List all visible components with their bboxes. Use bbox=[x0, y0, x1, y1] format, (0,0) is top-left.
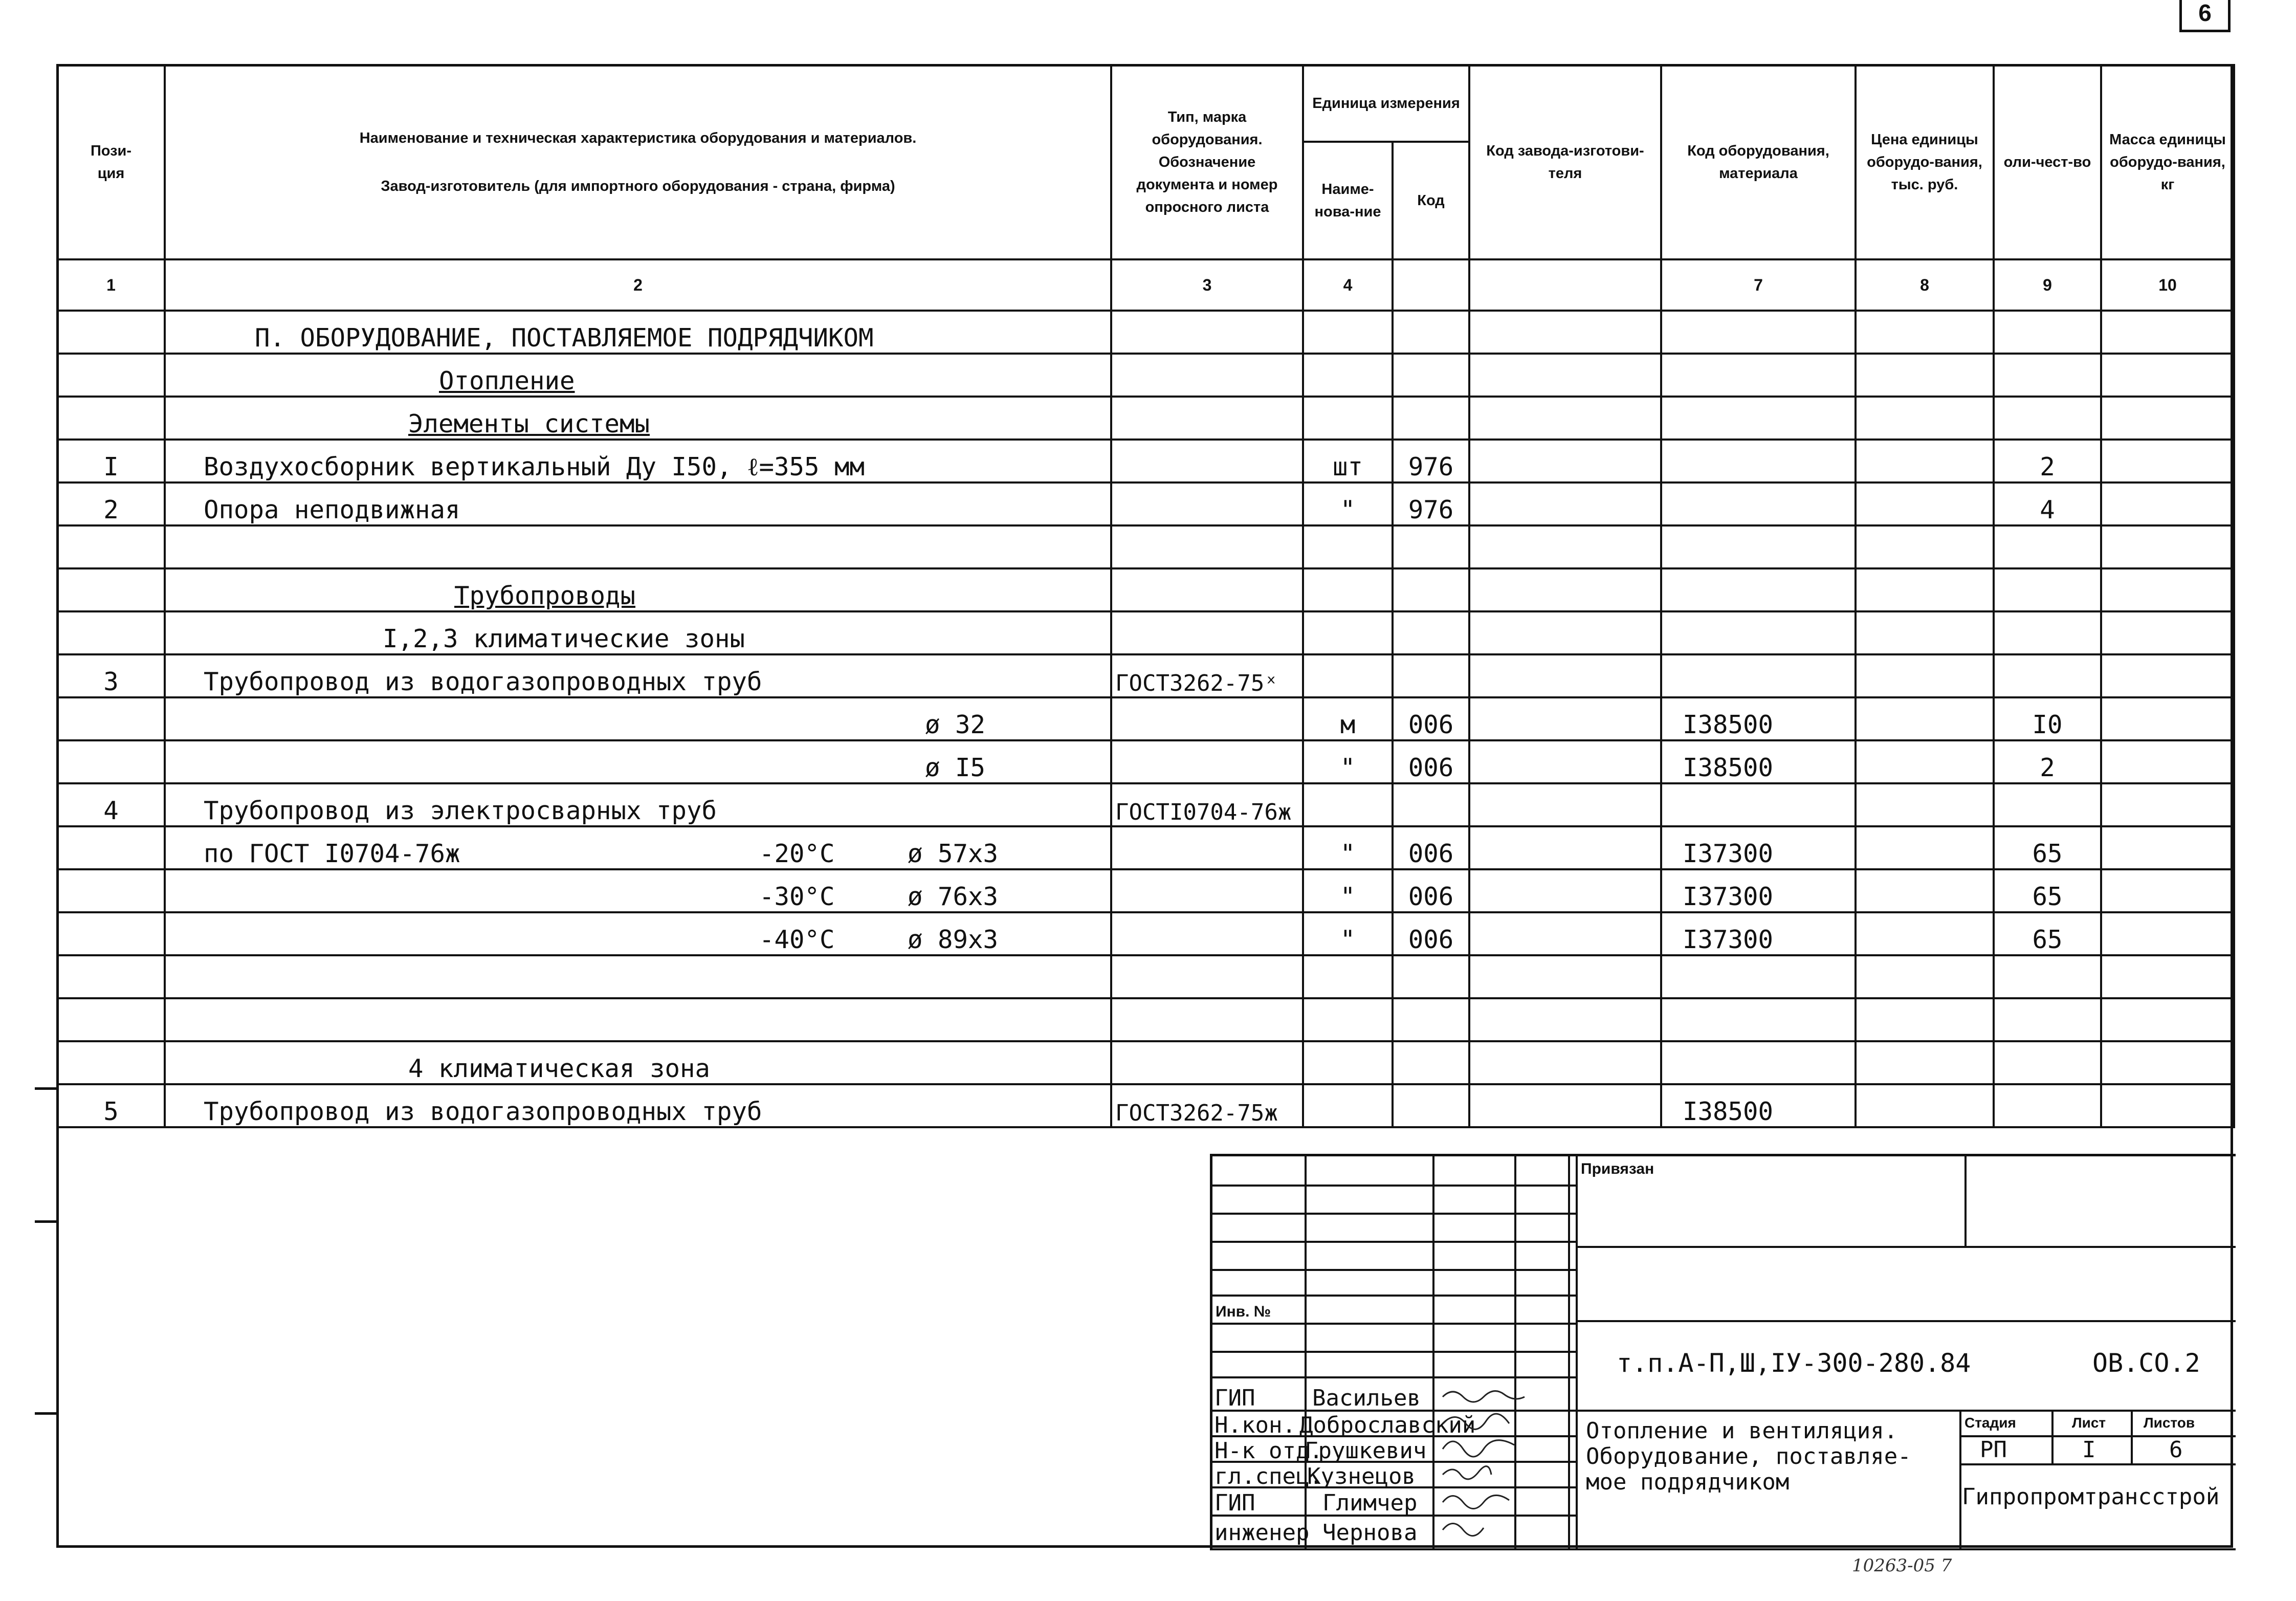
row-unit: " bbox=[1303, 483, 1393, 525]
table-row bbox=[57, 912, 2234, 955]
specification-table bbox=[56, 64, 2235, 1128]
row-mass bbox=[2101, 483, 2234, 525]
row-quantity: 65 bbox=[1994, 869, 2101, 912]
row-type bbox=[1111, 311, 1303, 354]
header-name-line1: Наименование и техническая характеристика оборудования и материалов. bbox=[359, 130, 917, 146]
row-position bbox=[57, 354, 165, 397]
row-type: ГОСТ3262-75ˣ bbox=[1111, 654, 1303, 697]
row-material-code bbox=[1661, 483, 1856, 525]
inventory-label: Инв. № bbox=[1216, 1303, 1271, 1320]
row-position bbox=[57, 869, 165, 912]
header-position: Пози- ция bbox=[57, 65, 165, 259]
row-unit bbox=[1303, 654, 1393, 697]
table-row bbox=[57, 783, 2234, 826]
row-mass bbox=[2101, 740, 2234, 783]
row-type bbox=[1111, 826, 1303, 869]
row-type bbox=[1111, 998, 1303, 1041]
col-number: 7 bbox=[1661, 259, 1856, 311]
row-unit bbox=[1303, 568, 1393, 611]
row-temperature: -20°C bbox=[759, 839, 835, 868]
signer-role: Н-к отд. bbox=[1215, 1438, 1323, 1464]
row-name bbox=[165, 1041, 1111, 1084]
row-material-code bbox=[1661, 311, 1856, 354]
row-name bbox=[165, 998, 1111, 1041]
table-row bbox=[57, 611, 2234, 654]
row-factory-code bbox=[1469, 998, 1661, 1041]
row-price bbox=[1856, 869, 1994, 912]
row-price bbox=[1856, 611, 1994, 654]
table-row bbox=[57, 740, 2234, 783]
header-unit-code: Код bbox=[1393, 142, 1469, 259]
row-unit-code: 006 bbox=[1393, 826, 1469, 869]
row-factory-code bbox=[1469, 912, 1661, 955]
organization: Гипропромтрансстрой bbox=[1962, 1484, 2220, 1510]
row-factory-code bbox=[1469, 826, 1661, 869]
row-factory-code bbox=[1469, 483, 1661, 525]
row-unit-code bbox=[1393, 568, 1469, 611]
row-quantity bbox=[1994, 397, 2101, 440]
row-position bbox=[57, 955, 165, 998]
row-unit-code bbox=[1393, 783, 1469, 826]
row-quantity bbox=[1994, 311, 2101, 354]
row-material-code: I37300 bbox=[1661, 912, 1856, 955]
table-row bbox=[57, 869, 2234, 912]
row-unit-code bbox=[1393, 354, 1469, 397]
row-price bbox=[1856, 826, 1994, 869]
row-price bbox=[1856, 311, 1994, 354]
row-material-code bbox=[1661, 354, 1856, 397]
row-unit-code: 976 bbox=[1393, 440, 1469, 483]
row-unit bbox=[1303, 611, 1393, 654]
row-quantity bbox=[1994, 1041, 2101, 1084]
table-row bbox=[57, 483, 2234, 525]
table-row bbox=[57, 354, 2234, 397]
row-material-code bbox=[1661, 525, 1856, 568]
signer-name: Кузнецов bbox=[1307, 1463, 1416, 1489]
row-name bbox=[165, 525, 1111, 568]
row-name bbox=[165, 397, 1111, 440]
row-name-text: Элементы системы bbox=[408, 409, 650, 438]
row-mass bbox=[2101, 1084, 2234, 1127]
signer-name: Доброславский bbox=[1299, 1412, 1476, 1438]
privyazan-label: Привязан bbox=[1581, 1160, 1654, 1177]
signer-role: ГИП bbox=[1215, 1385, 1255, 1411]
row-unit-code: 006 bbox=[1393, 697, 1469, 740]
header-price: Цена единицы оборудо-вания, тыс. руб. bbox=[1856, 65, 1994, 259]
row-position bbox=[57, 397, 165, 440]
row-mass bbox=[2101, 912, 2234, 955]
table-row bbox=[57, 826, 2234, 869]
row-type bbox=[1111, 912, 1303, 955]
row-material-code: I38500 bbox=[1661, 1084, 1856, 1127]
row-unit bbox=[1303, 1084, 1393, 1127]
row-name bbox=[165, 483, 1111, 525]
col-number: 9 bbox=[1994, 259, 2101, 311]
row-mass bbox=[2101, 568, 2234, 611]
row-quantity bbox=[1994, 525, 2101, 568]
margin-tick bbox=[35, 1412, 56, 1415]
row-quantity bbox=[1994, 568, 2101, 611]
row-material-code bbox=[1661, 998, 1856, 1041]
stage-value: РП bbox=[1980, 1437, 2007, 1463]
row-position bbox=[57, 311, 165, 354]
row-unit-code: 976 bbox=[1393, 483, 1469, 525]
row-unit bbox=[1303, 783, 1393, 826]
row-position: 5 bbox=[57, 1084, 165, 1127]
row-position bbox=[57, 826, 165, 869]
row-type bbox=[1111, 869, 1303, 912]
row-quantity bbox=[1994, 354, 2101, 397]
row-unit bbox=[1303, 311, 1393, 354]
row-name bbox=[165, 1084, 1111, 1127]
row-position bbox=[57, 568, 165, 611]
row-position bbox=[57, 912, 165, 955]
row-diameter: ø 76x3 bbox=[908, 882, 999, 911]
row-name bbox=[165, 440, 1111, 483]
row-price bbox=[1856, 697, 1994, 740]
row-unit-code bbox=[1393, 1041, 1469, 1084]
row-price bbox=[1856, 740, 1994, 783]
header-material-code: Код оборудования, материала bbox=[1661, 65, 1856, 259]
row-unit bbox=[1303, 354, 1393, 397]
row-mass bbox=[2101, 783, 2234, 826]
row-name-text: Трубопровод из водогазопроводных труб bbox=[204, 1097, 762, 1126]
row-name-text: Воздухосборник вертикальный Ду I50, ℓ=355 мм bbox=[204, 452, 865, 481]
row-type bbox=[1111, 440, 1303, 483]
row-unit bbox=[1303, 1041, 1393, 1084]
row-position bbox=[57, 611, 165, 654]
table-row bbox=[57, 311, 2234, 354]
row-name-text bbox=[173, 882, 204, 911]
row-material-code: I38500 bbox=[1661, 740, 1856, 783]
row-type bbox=[1111, 955, 1303, 998]
header-mass: Масса единицы оборудо-вания, кг bbox=[2101, 65, 2234, 259]
signer-name: Глимчер bbox=[1322, 1490, 1418, 1516]
row-name bbox=[165, 654, 1111, 697]
row-name-text: Трубопроводы bbox=[454, 581, 636, 610]
row-factory-code bbox=[1469, 311, 1661, 354]
row-mass bbox=[2101, 697, 2234, 740]
header-factory-code: Код завода-изготови-теля bbox=[1469, 65, 1661, 259]
row-unit: м bbox=[1303, 697, 1393, 740]
row-quantity: 65 bbox=[1994, 912, 2101, 955]
row-unit bbox=[1303, 397, 1393, 440]
row-unit bbox=[1303, 998, 1393, 1041]
row-price bbox=[1856, 783, 1994, 826]
header-type: Тип, марка оборудования. Обозначение документа и номер опросного листа bbox=[1111, 65, 1303, 259]
row-name-text: Трубопровод из электросварных труб bbox=[204, 796, 717, 825]
row-name bbox=[165, 311, 1111, 354]
row-quantity bbox=[1994, 998, 2101, 1041]
row-unit-code: 006 bbox=[1393, 869, 1469, 912]
row-position: 3 bbox=[57, 654, 165, 697]
row-name-text bbox=[173, 538, 204, 567]
row-type: ГОСТ3262-75ж bbox=[1111, 1084, 1303, 1127]
document-code: т.п.А-П,Ш,IУ-300-280.84 bbox=[1617, 1348, 1971, 1378]
row-material-code bbox=[1661, 611, 1856, 654]
row-type bbox=[1111, 1041, 1303, 1084]
row-price bbox=[1856, 1084, 1994, 1127]
row-name bbox=[165, 354, 1111, 397]
row-unit bbox=[1303, 955, 1393, 998]
row-quantity bbox=[1994, 1084, 2101, 1127]
row-name-text: 4 климатическая зона bbox=[408, 1054, 711, 1083]
row-price bbox=[1856, 440, 1994, 483]
row-material-code bbox=[1661, 1041, 1856, 1084]
row-mass bbox=[2101, 955, 2234, 998]
row-name-text: по ГОСТ I0704-76ж bbox=[204, 839, 460, 868]
table-row bbox=[57, 1084, 2234, 1127]
col-number: 10 bbox=[2101, 259, 2234, 311]
row-material-code bbox=[1661, 397, 1856, 440]
row-name bbox=[165, 697, 1111, 740]
specification-body bbox=[57, 311, 2234, 1127]
row-unit-code bbox=[1393, 397, 1469, 440]
row-mass bbox=[2101, 1041, 2234, 1084]
row-price bbox=[1856, 1041, 1994, 1084]
sheet-label: Лист bbox=[2072, 1415, 2106, 1431]
row-price bbox=[1856, 568, 1994, 611]
row-material-code bbox=[1661, 955, 1856, 998]
row-material-code bbox=[1661, 568, 1856, 611]
row-mass bbox=[2101, 869, 2234, 912]
row-quantity bbox=[1994, 955, 2101, 998]
row-price bbox=[1856, 955, 1994, 998]
row-name bbox=[165, 568, 1111, 611]
row-quantity bbox=[1994, 611, 2101, 654]
row-quantity: 2 bbox=[1994, 440, 2101, 483]
table-row bbox=[57, 697, 2234, 740]
row-material-code bbox=[1661, 440, 1856, 483]
table-row bbox=[57, 397, 2234, 440]
row-unit-code bbox=[1393, 611, 1469, 654]
row-quantity: 2 bbox=[1994, 740, 2101, 783]
stage-label: Стадия bbox=[1964, 1415, 2016, 1431]
header-quantity: оли-чест-во bbox=[1994, 65, 2101, 259]
row-material-code: I38500 bbox=[1661, 697, 1856, 740]
row-type bbox=[1111, 740, 1303, 783]
row-quantity bbox=[1994, 783, 2101, 826]
signer-role: инженер bbox=[1215, 1520, 1310, 1546]
row-factory-code bbox=[1469, 1084, 1661, 1127]
row-name bbox=[165, 912, 1111, 955]
row-name-text bbox=[173, 968, 204, 997]
table-row bbox=[57, 998, 2234, 1041]
col-number: 4 bbox=[1303, 259, 1393, 311]
row-factory-code bbox=[1469, 354, 1661, 397]
row-name-text bbox=[173, 925, 204, 954]
table-row bbox=[57, 568, 2234, 611]
row-name-text: Трубопровод из водогазопроводных труб bbox=[204, 667, 762, 696]
row-price bbox=[1856, 483, 1994, 525]
row-factory-code bbox=[1469, 611, 1661, 654]
row-unit-code: 006 bbox=[1393, 912, 1469, 955]
row-position: 2 bbox=[57, 483, 165, 525]
row-material-code bbox=[1661, 654, 1856, 697]
row-factory-code bbox=[1469, 440, 1661, 483]
col-number: 8 bbox=[1856, 259, 1994, 311]
row-unit: " bbox=[1303, 826, 1393, 869]
table-row bbox=[57, 654, 2234, 697]
row-name-text: I,2,3 климатические зоны bbox=[383, 624, 745, 653]
margin-tick bbox=[35, 1087, 56, 1090]
col-number: 3 bbox=[1111, 259, 1303, 311]
signatures-image bbox=[1438, 1381, 1571, 1545]
row-diameter: ø 89x3 bbox=[908, 925, 999, 954]
row-position: I bbox=[57, 440, 165, 483]
row-position bbox=[57, 525, 165, 568]
signer-role: гл.спец. bbox=[1215, 1463, 1323, 1489]
sheet-corner-number: 6 bbox=[2179, 0, 2231, 32]
row-position bbox=[57, 1041, 165, 1084]
header-unit-name: Наиме-нова-ние bbox=[1303, 142, 1393, 259]
row-factory-code bbox=[1469, 697, 1661, 740]
row-unit-code bbox=[1393, 311, 1469, 354]
row-mass bbox=[2101, 354, 2234, 397]
row-price bbox=[1856, 912, 1994, 955]
row-factory-code bbox=[1469, 654, 1661, 697]
row-position bbox=[57, 998, 165, 1041]
row-temperature: -40°C bbox=[759, 925, 835, 954]
row-price bbox=[1856, 998, 1994, 1041]
row-name bbox=[165, 869, 1111, 912]
row-factory-code bbox=[1469, 869, 1661, 912]
row-mass bbox=[2101, 611, 2234, 654]
row-factory-code bbox=[1469, 397, 1661, 440]
table-row bbox=[57, 955, 2234, 998]
signer-role: Н.кон. bbox=[1215, 1412, 1296, 1438]
row-name-text: Отопление bbox=[439, 366, 575, 396]
row-mass bbox=[2101, 998, 2234, 1041]
footer-number: 10263-05 7 bbox=[1852, 1555, 1952, 1576]
col-number: 1 bbox=[57, 259, 165, 311]
row-unit-code bbox=[1393, 654, 1469, 697]
row-material-code bbox=[1661, 783, 1856, 826]
row-name-text: ø I5 bbox=[924, 753, 985, 782]
table-row bbox=[57, 1041, 2234, 1084]
row-name bbox=[165, 826, 1111, 869]
col-number bbox=[1469, 259, 1661, 311]
row-unit-code bbox=[1393, 1084, 1469, 1127]
row-name-text: ø 32 bbox=[924, 710, 985, 739]
row-factory-code bbox=[1469, 740, 1661, 783]
row-factory-code bbox=[1469, 955, 1661, 998]
row-type bbox=[1111, 354, 1303, 397]
row-type bbox=[1111, 568, 1303, 611]
row-mass bbox=[2101, 654, 2234, 697]
row-name bbox=[165, 955, 1111, 998]
row-position: 4 bbox=[57, 783, 165, 826]
row-type: ГОСТI0704-76ж bbox=[1111, 783, 1303, 826]
row-mass bbox=[2101, 311, 2234, 354]
row-material-code: I37300 bbox=[1661, 826, 1856, 869]
col-number bbox=[1393, 259, 1469, 311]
sheets-value: 6 bbox=[2169, 1437, 2183, 1463]
row-price bbox=[1856, 397, 1994, 440]
row-price bbox=[1856, 525, 1994, 568]
document-title: Отопление и вентиляция. Оборудование, поставляе- мое подрядчиком bbox=[1586, 1418, 1911, 1495]
row-type bbox=[1111, 525, 1303, 568]
row-unit-code bbox=[1393, 998, 1469, 1041]
row-position bbox=[57, 740, 165, 783]
row-unit-code: 006 bbox=[1393, 740, 1469, 783]
row-mass bbox=[2101, 440, 2234, 483]
row-unit: " bbox=[1303, 869, 1393, 912]
col-number: 2 bbox=[165, 259, 1111, 311]
row-price bbox=[1856, 654, 1994, 697]
row-diameter: ø 57x3 bbox=[908, 839, 999, 868]
row-mass bbox=[2101, 397, 2234, 440]
sheets-label: Листов bbox=[2144, 1415, 2195, 1431]
header-unit: Единица измерения bbox=[1303, 65, 1469, 142]
row-mass bbox=[2101, 826, 2234, 869]
row-factory-code bbox=[1469, 1041, 1661, 1084]
signer-role: ГИП bbox=[1215, 1490, 1255, 1516]
sheet-code: ОВ.СО.2 bbox=[2092, 1348, 2200, 1378]
signer-name: Грушкевич bbox=[1305, 1438, 1427, 1464]
row-quantity: 65 bbox=[1994, 826, 2101, 869]
row-quantity: 4 bbox=[1994, 483, 2101, 525]
row-unit: " bbox=[1303, 912, 1393, 955]
row-mass bbox=[2101, 525, 2234, 568]
row-type bbox=[1111, 697, 1303, 740]
row-quantity bbox=[1994, 654, 2101, 697]
row-factory-code bbox=[1469, 525, 1661, 568]
row-unit-code bbox=[1393, 525, 1469, 568]
header-name-line2: Завод-изготовитель (для импортного оборудования - страна, фирма) bbox=[381, 178, 895, 194]
table-row bbox=[57, 525, 2234, 568]
margin-tick bbox=[35, 1220, 56, 1223]
signer-name: Васильев bbox=[1312, 1385, 1421, 1411]
row-unit-code bbox=[1393, 955, 1469, 998]
row-type bbox=[1111, 397, 1303, 440]
row-material-code: I37300 bbox=[1661, 869, 1856, 912]
row-factory-code bbox=[1469, 568, 1661, 611]
row-type bbox=[1111, 483, 1303, 525]
row-price bbox=[1856, 354, 1994, 397]
table-row bbox=[57, 440, 2234, 483]
row-unit: шт bbox=[1303, 440, 1393, 483]
signer-name: Чернова bbox=[1322, 1520, 1418, 1546]
row-name-text: П. ОБОРУДОВАНИЕ, ПОСТАВЛЯЕМОЕ ПОДРЯДЧИКОМ bbox=[255, 323, 874, 353]
row-name bbox=[165, 740, 1111, 783]
row-temperature: -30°C bbox=[759, 882, 835, 911]
row-type bbox=[1111, 611, 1303, 654]
header-name bbox=[165, 65, 1111, 259]
row-position bbox=[57, 697, 165, 740]
row-unit bbox=[1303, 525, 1393, 568]
row-name-text bbox=[173, 1011, 204, 1040]
row-name bbox=[165, 783, 1111, 826]
row-unit: " bbox=[1303, 740, 1393, 783]
sheet-value: I bbox=[2082, 1437, 2096, 1463]
row-quantity: I0 bbox=[1994, 697, 2101, 740]
row-factory-code bbox=[1469, 783, 1661, 826]
row-name-text: Опора неподвижная bbox=[204, 495, 460, 524]
row-name bbox=[165, 611, 1111, 654]
title-block bbox=[1210, 1154, 2236, 1550]
